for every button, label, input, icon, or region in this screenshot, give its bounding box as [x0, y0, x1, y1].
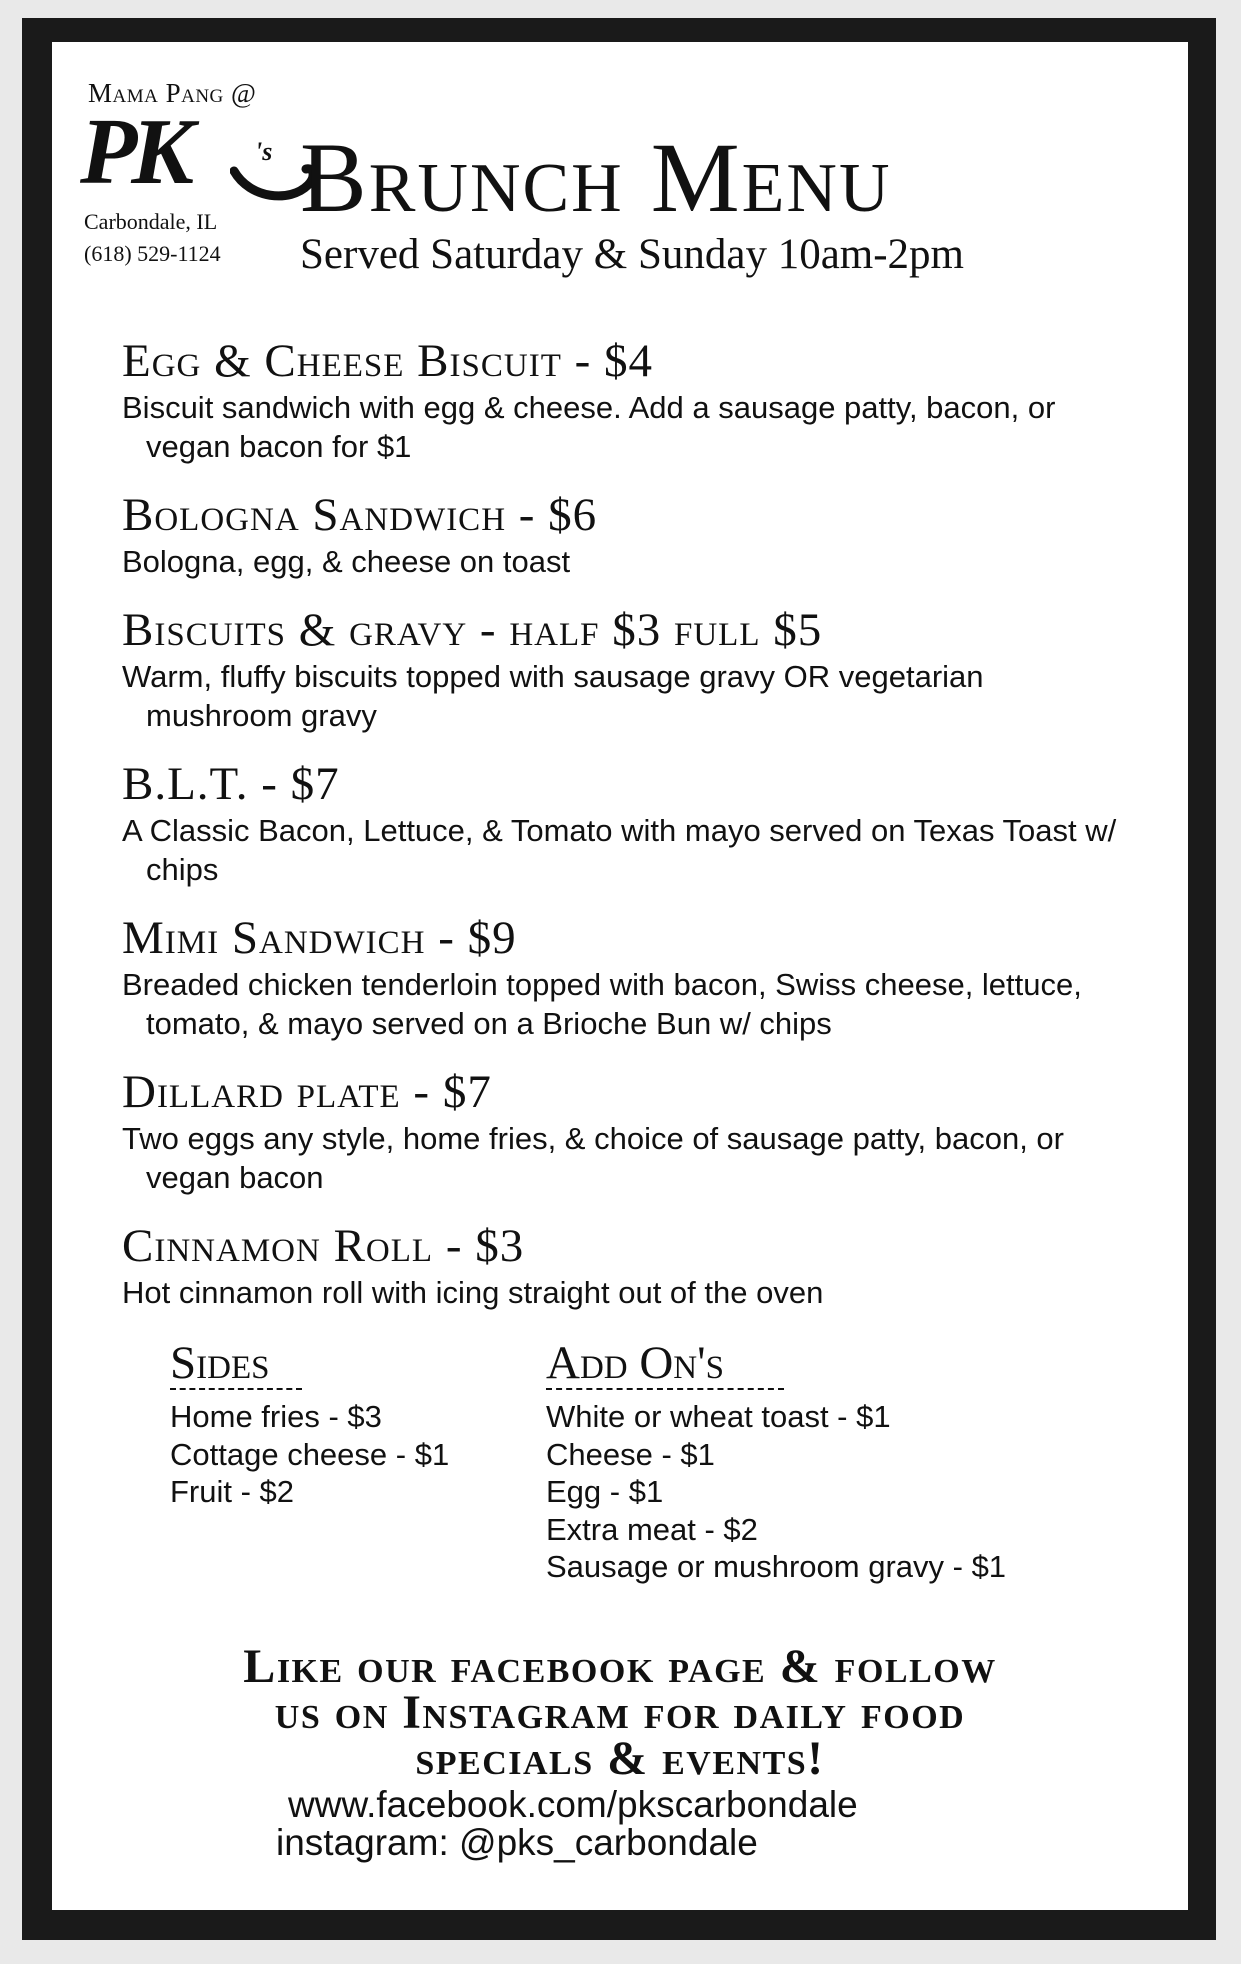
logo-top-text: Mama Pang @	[88, 78, 257, 108]
side-item: Fruit - $2	[170, 1474, 295, 1509]
promo-line: us on Instagram for daily food	[274, 1686, 966, 1739]
menu-item-name: Biscuits & gravy - half $3 full $5	[122, 604, 823, 656]
menu-item-description: Hot cinnamon roll with icing straight out of the oven	[122, 1275, 824, 1310]
menu-item-description: A Classic Bacon, Lettuce, & Tomato with mayo served on Texas Toast w/ chips	[122, 813, 1117, 887]
logo-city: Carbondale, IL	[84, 209, 218, 234]
menu-items	[122, 334, 1132, 1334]
sides-heading: Sides	[170, 1337, 270, 1389]
facebook-url: www.facebook.com/pkscarbondale	[288, 1784, 858, 1825]
page-title: Brunch Menu	[300, 122, 892, 233]
social-promo	[100, 1640, 1140, 1785]
menu-item	[122, 334, 1132, 466]
menu-item-name: B.L.T. - $7	[122, 758, 340, 810]
logo	[80, 78, 300, 267]
menu-item-description: Breaded chicken tenderloin topped with bacon, Swiss cheese, lettuce, tomato, & mayo served on a Brioche Bun w/ chips	[122, 967, 1082, 1041]
menu-item-description: Biscuit sandwich with egg & cheese. Add a sausage patty, bacon, or vegan bacon for $1	[122, 390, 1056, 464]
addon-item: Sausage or mushroom gravy - $1	[546, 1549, 1007, 1584]
logo-brand	[80, 100, 300, 209]
addon-item: Egg - $1	[546, 1474, 664, 1509]
logo-brand-suffix: 's	[255, 137, 273, 166]
sides-section	[170, 1338, 449, 1511]
menu-item	[122, 1219, 1132, 1312]
menu-item-name: Bologna Sandwich - $6	[122, 489, 598, 541]
menu-item-name: Egg & Cheese Biscuit - $4	[122, 335, 654, 387]
menu-item-description: Two eggs any style, home fries, & choice of sausage patty, bacon, or vegan bacon	[122, 1121, 1064, 1195]
side-item: Cottage cheese - $1	[170, 1436, 450, 1472]
promo-line: Like our facebook page & follow	[243, 1640, 997, 1693]
menu-item-name: Mimi Sandwich - $9	[122, 912, 517, 964]
menu-item	[122, 757, 1132, 889]
logo-brand-text: PK	[80, 100, 189, 204]
menu-item-description: Warm, fluffy biscuits topped with sausage gravy OR vegetarian mushroom gravy	[122, 659, 984, 733]
menu-item	[122, 911, 1132, 1043]
side-item: Home fries - $3	[170, 1399, 382, 1434]
addons-heading: Add On's	[546, 1337, 724, 1389]
page-subtitle: Served Saturday & Sunday 10am-2pm	[300, 231, 965, 278]
menu-item-description: Bologna, egg, & cheese on toast	[122, 544, 571, 579]
addon-item: Cheese - $1	[546, 1436, 715, 1472]
promo-line: specials & events!	[415, 1732, 825, 1785]
menu-item	[122, 488, 1132, 581]
addon-item: Extra meat - $2	[546, 1511, 758, 1547]
instagram-handle: instagram: @pks_carbondale	[276, 1822, 758, 1863]
menu-item	[122, 603, 1132, 735]
social-links	[276, 1786, 858, 1862]
menu-item	[122, 1065, 1132, 1197]
menu-item-name: Dillard plate - $7	[122, 1066, 492, 1118]
addon-item: White or wheat toast - $1	[546, 1399, 891, 1434]
addons-section	[546, 1338, 1006, 1586]
logo-phone: (618) 529-1124	[84, 241, 221, 266]
menu-item-name: Cinnamon Roll - $3	[122, 1220, 525, 1272]
